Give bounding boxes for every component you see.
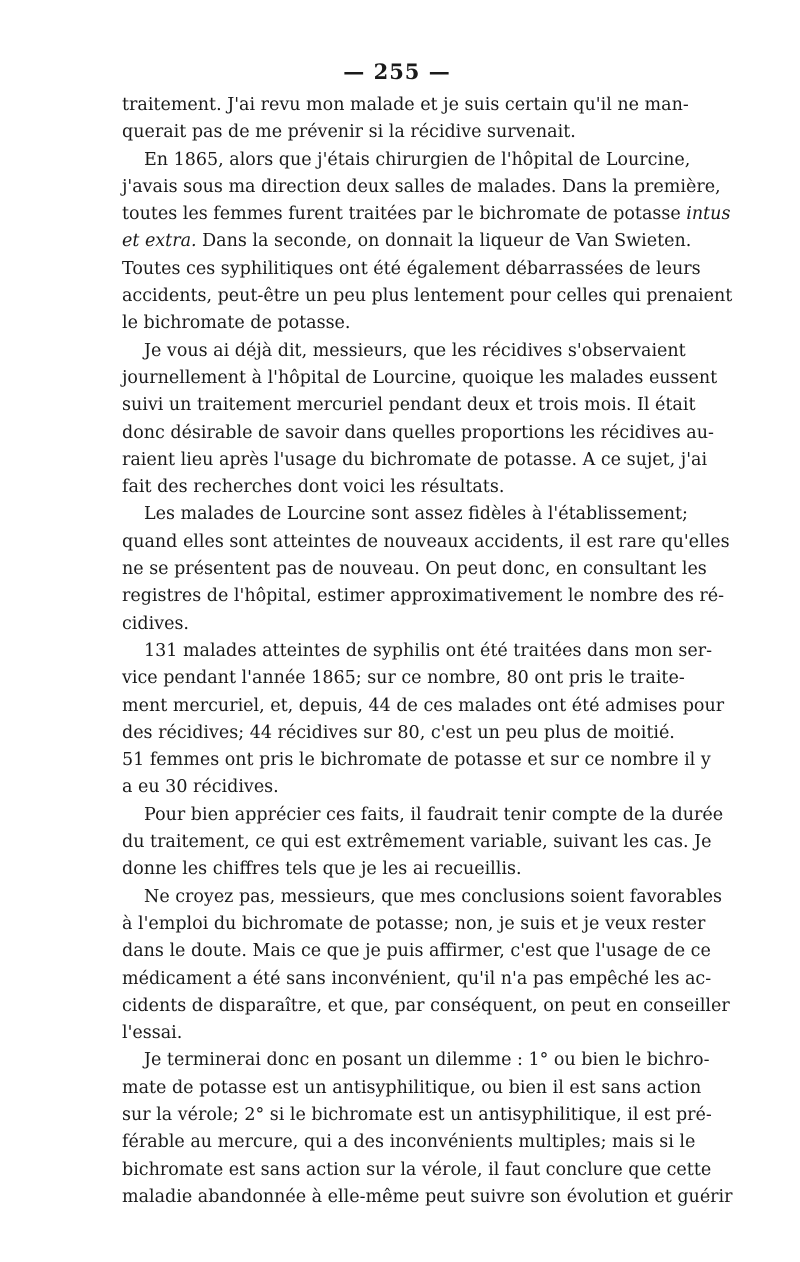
text-line: vice pendant l'année 1865; sur ce nombre, 80 ont pris le traite- <box>122 668 685 689</box>
page-number: — 255 — <box>343 59 451 84</box>
text-line: le bichromate de potasse. <box>122 313 351 334</box>
text-line: Pour bien apprécier ces faits, il faudrait tenir compte de la durée <box>144 804 724 825</box>
text-line: ment mercuriel, et, depuis, 44 de ces malades ont été admises pour <box>122 695 725 716</box>
text-line: bichromate est sans action sur la vérole, il faut conclure que cette <box>122 1159 712 1180</box>
text-line: 131 malades atteintes de syphilis ont été traitées dans mon ser- <box>144 640 713 661</box>
text-line: journellement à l'hôpital de Lourcine, quoique les malades eussent <box>122 367 718 388</box>
text-line: maladie abandonnée à elle-même peut suivre son évolution et guérir <box>122 1186 733 1207</box>
text-line: Les malades de Lourcine sont assez fidèles à l'établissement; <box>144 504 688 525</box>
text-line: 51 femmes ont pris le bichromate de potasse et sur ce nombre il y <box>122 750 711 771</box>
text-line: Ne croyez pas, messieurs, que mes conclusions soient favorables <box>144 886 723 907</box>
text-line: médicament a été sans inconvénient, qu'il n'a pas empêché les ac- <box>122 968 712 989</box>
paragraph <box>122 1047 733 1211</box>
text-line: à l'emploi du bichromate de potasse; non, je suis et je veux rester <box>122 913 706 934</box>
text-line: mate de potasse est un antisyphilitique, ou bien il est sans action <box>122 1077 702 1098</box>
text-line: dans le doute. Mais ce que je puis affirmer, c'est que l'usage de ce <box>122 941 711 962</box>
text-line: fait des recherches dont voici les résultats. <box>122 477 505 498</box>
text-line: toutes les femmes furent traitées par le bichromate de potasse intus <box>122 204 731 225</box>
paragraph <box>122 884 730 1048</box>
paragraph <box>122 501 730 637</box>
text-line: férable au mercure, qui a des inconvénients multiples; mais si le <box>122 1132 696 1153</box>
text-line: querait pas de me prévenir si la récidive survenait. <box>122 122 576 143</box>
text-line: donne les chiffres tels que je les ai recueillis. <box>122 859 522 880</box>
paragraph <box>122 338 718 502</box>
text-line: accidents, peut-être un peu plus lentement pour celles qui prenaient <box>122 286 733 307</box>
text-line: Toutes ces syphilitiques ont été également débarrassées de leurs <box>122 258 701 279</box>
text-line: sur la vérole; 2° si le bichromate est un antisyphilitique, il est pré- <box>122 1104 712 1125</box>
text-line: suivi un traitement mercuriel pendant deux et trois mois. Il était <box>122 395 696 416</box>
text-line: du traitement, ce qui est extrêmement variable, suivant les cas. Je <box>122 832 712 853</box>
paragraph <box>122 638 725 802</box>
text-line: cidents de disparaître, et que, par conséquent, on peut en conseiller <box>122 995 730 1016</box>
text-line: et extra. Dans la seconde, on donnait la liqueur de Van Swieten. <box>122 231 692 252</box>
text-line: ne se présentent pas de nouveau. On peut donc, en consultant les <box>122 559 707 580</box>
text-line: Je vous ai déjà dit, messieurs, que les récidives s'observaient <box>144 340 686 361</box>
text-line: l'essai. <box>122 1023 183 1044</box>
paragraph <box>122 92 689 147</box>
paragraph <box>122 802 724 884</box>
book-page <box>122 58 733 1211</box>
text-line: cidives. <box>122 613 189 634</box>
text-line: j'avais sous ma direction deux salles de malades. Dans la première, <box>122 176 721 197</box>
text-line: a eu 30 récidives. <box>122 777 279 798</box>
paragraph <box>122 147 733 338</box>
text-line: donc désirable de savoir dans quelles proportions les récidives au- <box>122 422 714 443</box>
body-text <box>122 92 733 1211</box>
text-line: registres de l'hôpital, estimer approximativement le nombre des ré- <box>122 586 725 607</box>
text-line: traitement. J'ai revu mon malade et je suis certain qu'il ne man- <box>122 95 689 115</box>
text-line: quand elles sont atteintes de nouveaux accidents, il est rare qu'elles <box>122 531 730 552</box>
text-line: Je terminerai donc en posant un dilemme : 1° ou bien le bichro- <box>144 1050 710 1071</box>
text-line: des récidives; 44 récidives sur 80, c'est un peu plus de moitié. <box>122 722 675 743</box>
text-line: raient lieu après l'usage du bichromate de potasse. A ce sujet, j'ai <box>122 449 708 470</box>
text-line: En 1865, alors que j'étais chirurgien de l'hôpital de Lourcine, <box>144 149 691 170</box>
